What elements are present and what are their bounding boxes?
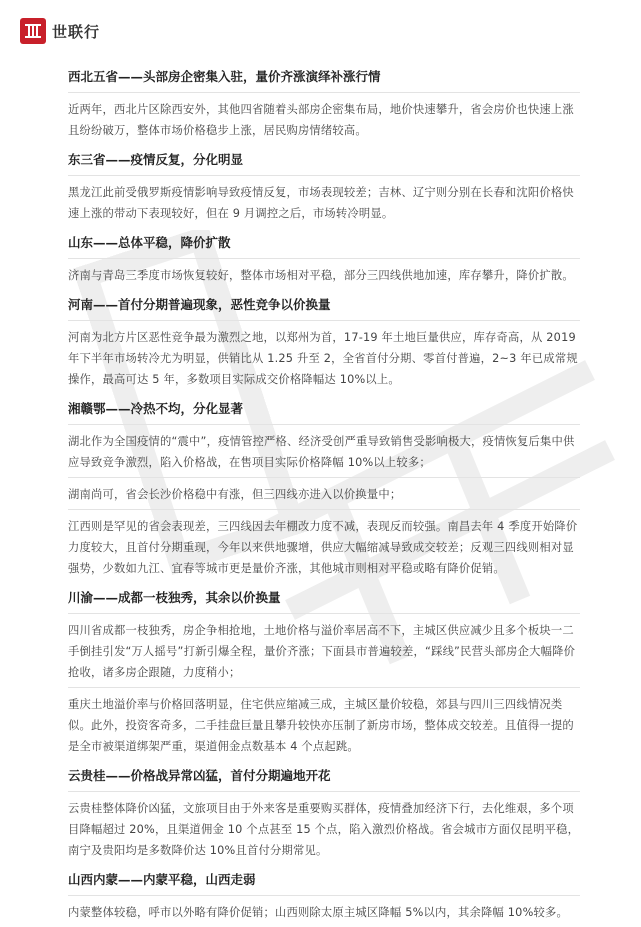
brand-logo xyxy=(20,18,100,44)
divider xyxy=(68,509,580,510)
section-paragraph: 近两年，西北片区除西安外，其他四省随着头部房企密集布局，地价快速攀升，省会房价也快速上涨且纷纷破万，整体市场价格稳步上涨，居民购房情绪较高。 xyxy=(68,103,574,137)
section-heading: 湘赣鄂——冷热不均，分化显著 xyxy=(68,401,244,416)
section-henan xyxy=(68,290,580,390)
divider xyxy=(68,92,580,93)
section-paragraph: 重庆土地溢价率与价格回落明显，住宅供应缩减三成，主城区量价较稳，郊县与四川三四线情况类似。此外，投资客奇多，二手挂盘巨量且攀升较快亦压制了新房市场，整体成交较差。且值得一提的是全市被渠道绑架严重，渠道佣金点数基本 4 个点起跳。 xyxy=(68,698,574,753)
divider xyxy=(68,175,580,176)
section-paragraph: 湖北作为全国疫情的“震中”，疫情管控严格、经济受创严重导致销售受影响极大，疫情恢复后集中供应导致竞争激烈，陷入价格战，在售项目实际价格降幅 10%以上较多； xyxy=(68,435,575,469)
section-paragraph: 河南为北方片区恶性竞争最为激烈之地，以郑州为首，17-19 年土地巨量供应，库存奇高，从 2019 年下半年市场转冷尤为明显，供销比从 1.25 升至 2，全省首付分期、零首付普遍，2~3 年已成常规操作，最高可达 5 年，多数项目实际成交价格降幅达 10%以上。 xyxy=(68,331,578,386)
divider xyxy=(68,477,580,478)
section-heading: 东三省——疫情反复，分化明显 xyxy=(68,152,244,167)
divider xyxy=(68,258,580,259)
section-paragraph: 四川省成都一枝独秀，房企争相抢地，土地价格与溢价率居高不下，主城区供应减少且多个板块一二手倒挂引发“万人摇号”打新引爆全程，量价齐涨；下面县市普遍较差，“踩线”民营头部房企大幅降价抢收，诸多房企跟随，力度稍小； xyxy=(68,624,576,679)
section-northwest xyxy=(68,62,580,141)
section-paragraph: 内蒙整体较稳，呼市以外略有降价促销；山西则除太原主城区降幅 5%以内，其余降幅 10%较多。 xyxy=(68,906,568,919)
section-heading: 西北五省——头部房企密集入驻，量价齐涨演绎补涨行情 xyxy=(68,69,381,84)
section-chuanyu xyxy=(68,583,580,757)
divider xyxy=(68,687,580,688)
section-paragraph: 湖南尚可，省会长沙价格稳中有涨，但三四线亦进入以价换量中； xyxy=(68,488,402,501)
section-heading: 河南——首付分期普遍现象，恶性竞争以价换量 xyxy=(68,297,331,312)
section-heading: 山西内蒙——内蒙平稳，山西走弱 xyxy=(68,872,256,887)
brand-name: 世联行 xyxy=(52,22,101,41)
section-shandong xyxy=(68,228,580,286)
section-paragraph: 黑龙江此前受俄罗斯疫情影响导致疫情反复，市场表现较差；吉林、辽宁则分别在长春和沈阳价格快速上涨的带动下表现较好，但在 9 月调控之后，市场转冷明显。 xyxy=(68,186,574,220)
divider xyxy=(68,613,580,614)
section-paragraph: 江西则是罕见的省会表现差，三四线因去年棚改力度不减，表现反而较强。南昌去年 4 季度开始降价力度较大，且首付分期重现，今年以来供地骤增，供应大幅缩减导致成交较差；反观三四线则相对显强势，少数如九江、宜春等城市更是量价齐涨，其他城市则相对平稳或略有降价促销。 xyxy=(68,520,578,575)
section-paragraph: 云贵桂整体降价凶猛，文旅项目由于外来客是重要购买群体，疫情叠加经济下行，去化维艰，多个项目降幅超过 20%，且渠道佣金 10 个点甚至 15 个点，陷入激烈价格战。省会城市方面仅昆明平稳，南宁及贵阳均是多数降价达 10%且首付分期常见。 xyxy=(68,802,580,857)
section-northeast xyxy=(68,145,580,224)
divider xyxy=(68,895,580,896)
divider xyxy=(68,791,580,792)
section-heading: 川渝——成都一枝独秀，其余以价换量 xyxy=(68,590,281,605)
article-body xyxy=(68,62,580,927)
section-xiang-gan-e xyxy=(68,394,580,579)
section-yun-gui-gui xyxy=(68,761,580,861)
section-heading: 山东——总体平稳，降价扩散 xyxy=(68,235,231,250)
shilian-logo-icon xyxy=(20,18,46,44)
divider xyxy=(68,424,580,425)
section-paragraph: 济南与青岛三季度市场恢复较好，整体市场相对平稳，部分三四线供地加速，库存攀升，降价扩散。 xyxy=(68,269,574,282)
divider xyxy=(68,320,580,321)
section-heading: 云贵桂——价格战异常凶猛，首付分期遍地开花 xyxy=(68,768,331,783)
section-shanxi-neimeng xyxy=(68,865,580,923)
